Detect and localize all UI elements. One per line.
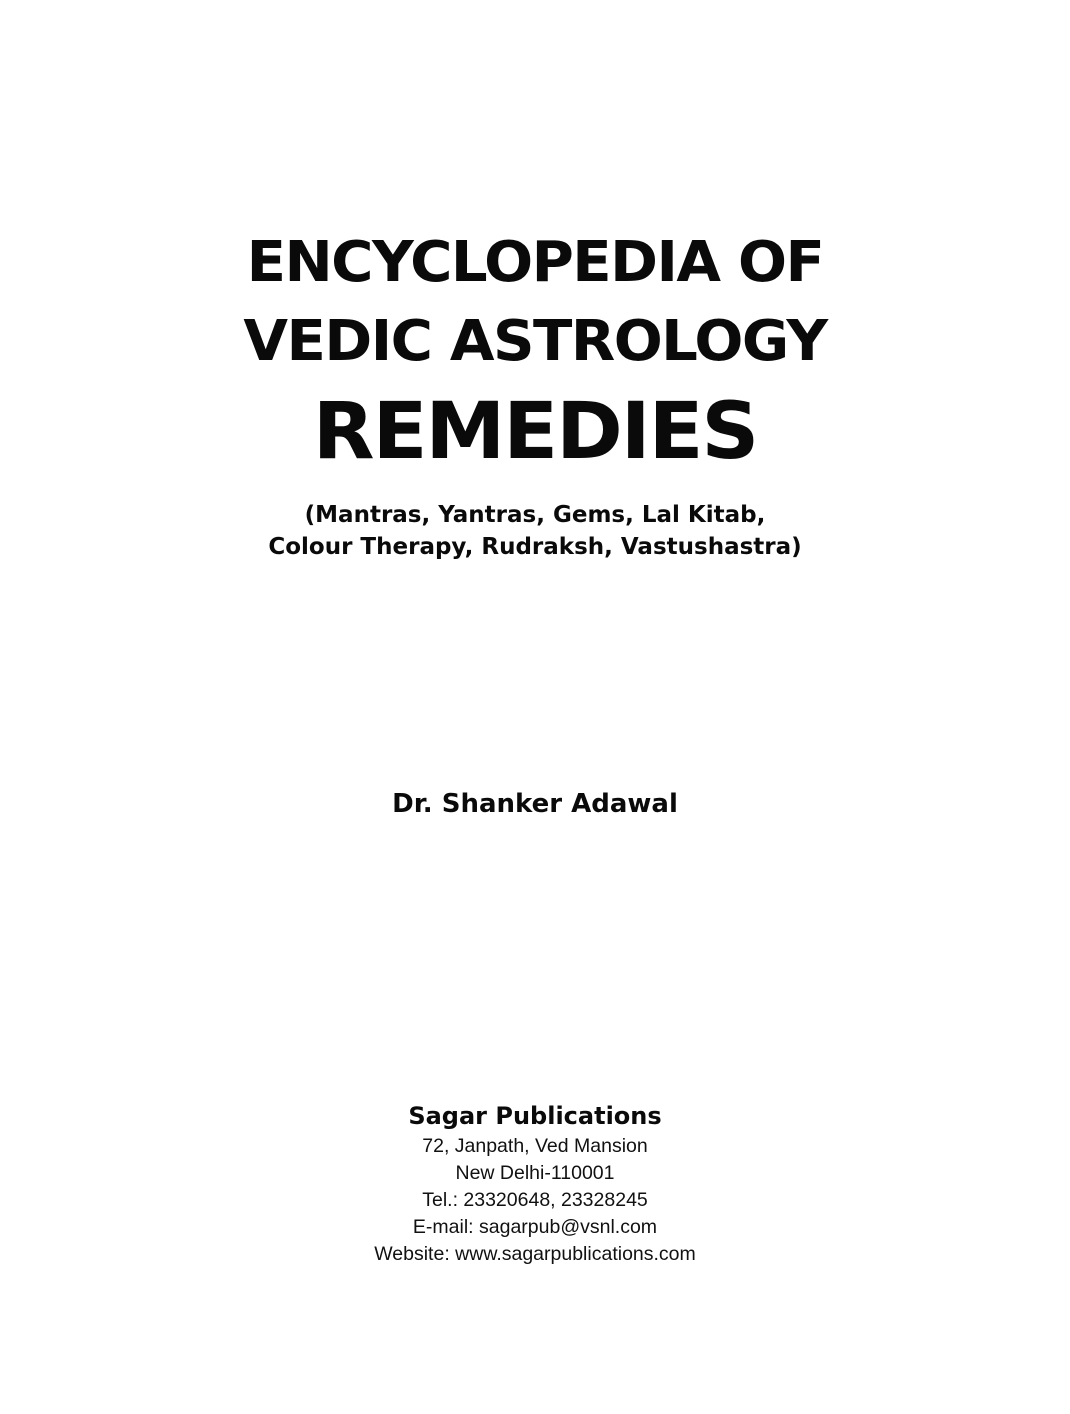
- author-name: Dr. Shanker Adawal: [392, 789, 678, 819]
- book-subtitle-line-1: (Mantras, Yantras, Gems, Lal Kitab,: [304, 502, 766, 528]
- book-title-line-1: ENCYCLOPEDIA OF: [246, 230, 824, 295]
- book-title-line-3: REMEDIES: [312, 387, 758, 477]
- publisher-address-line-1: 72, Janpath, Ved Mansion: [422, 1135, 648, 1157]
- publisher-phone: Tel.: 23320648, 23328245: [422, 1189, 648, 1211]
- publisher-name: Sagar Publications: [408, 1102, 662, 1130]
- publisher-website: Website: www.sagarpublications.com: [374, 1243, 696, 1265]
- publisher-email: E-mail: sagarpub@vsnl.com: [412, 1216, 658, 1238]
- book-subtitle-line-2: Colour Therapy, Rudraksh, Vastushastra): [268, 534, 802, 560]
- publisher-address-line-2: New Delhi-110001: [455, 1162, 615, 1184]
- book-title-line-2: VEDIC ASTROLOGY: [243, 309, 827, 374]
